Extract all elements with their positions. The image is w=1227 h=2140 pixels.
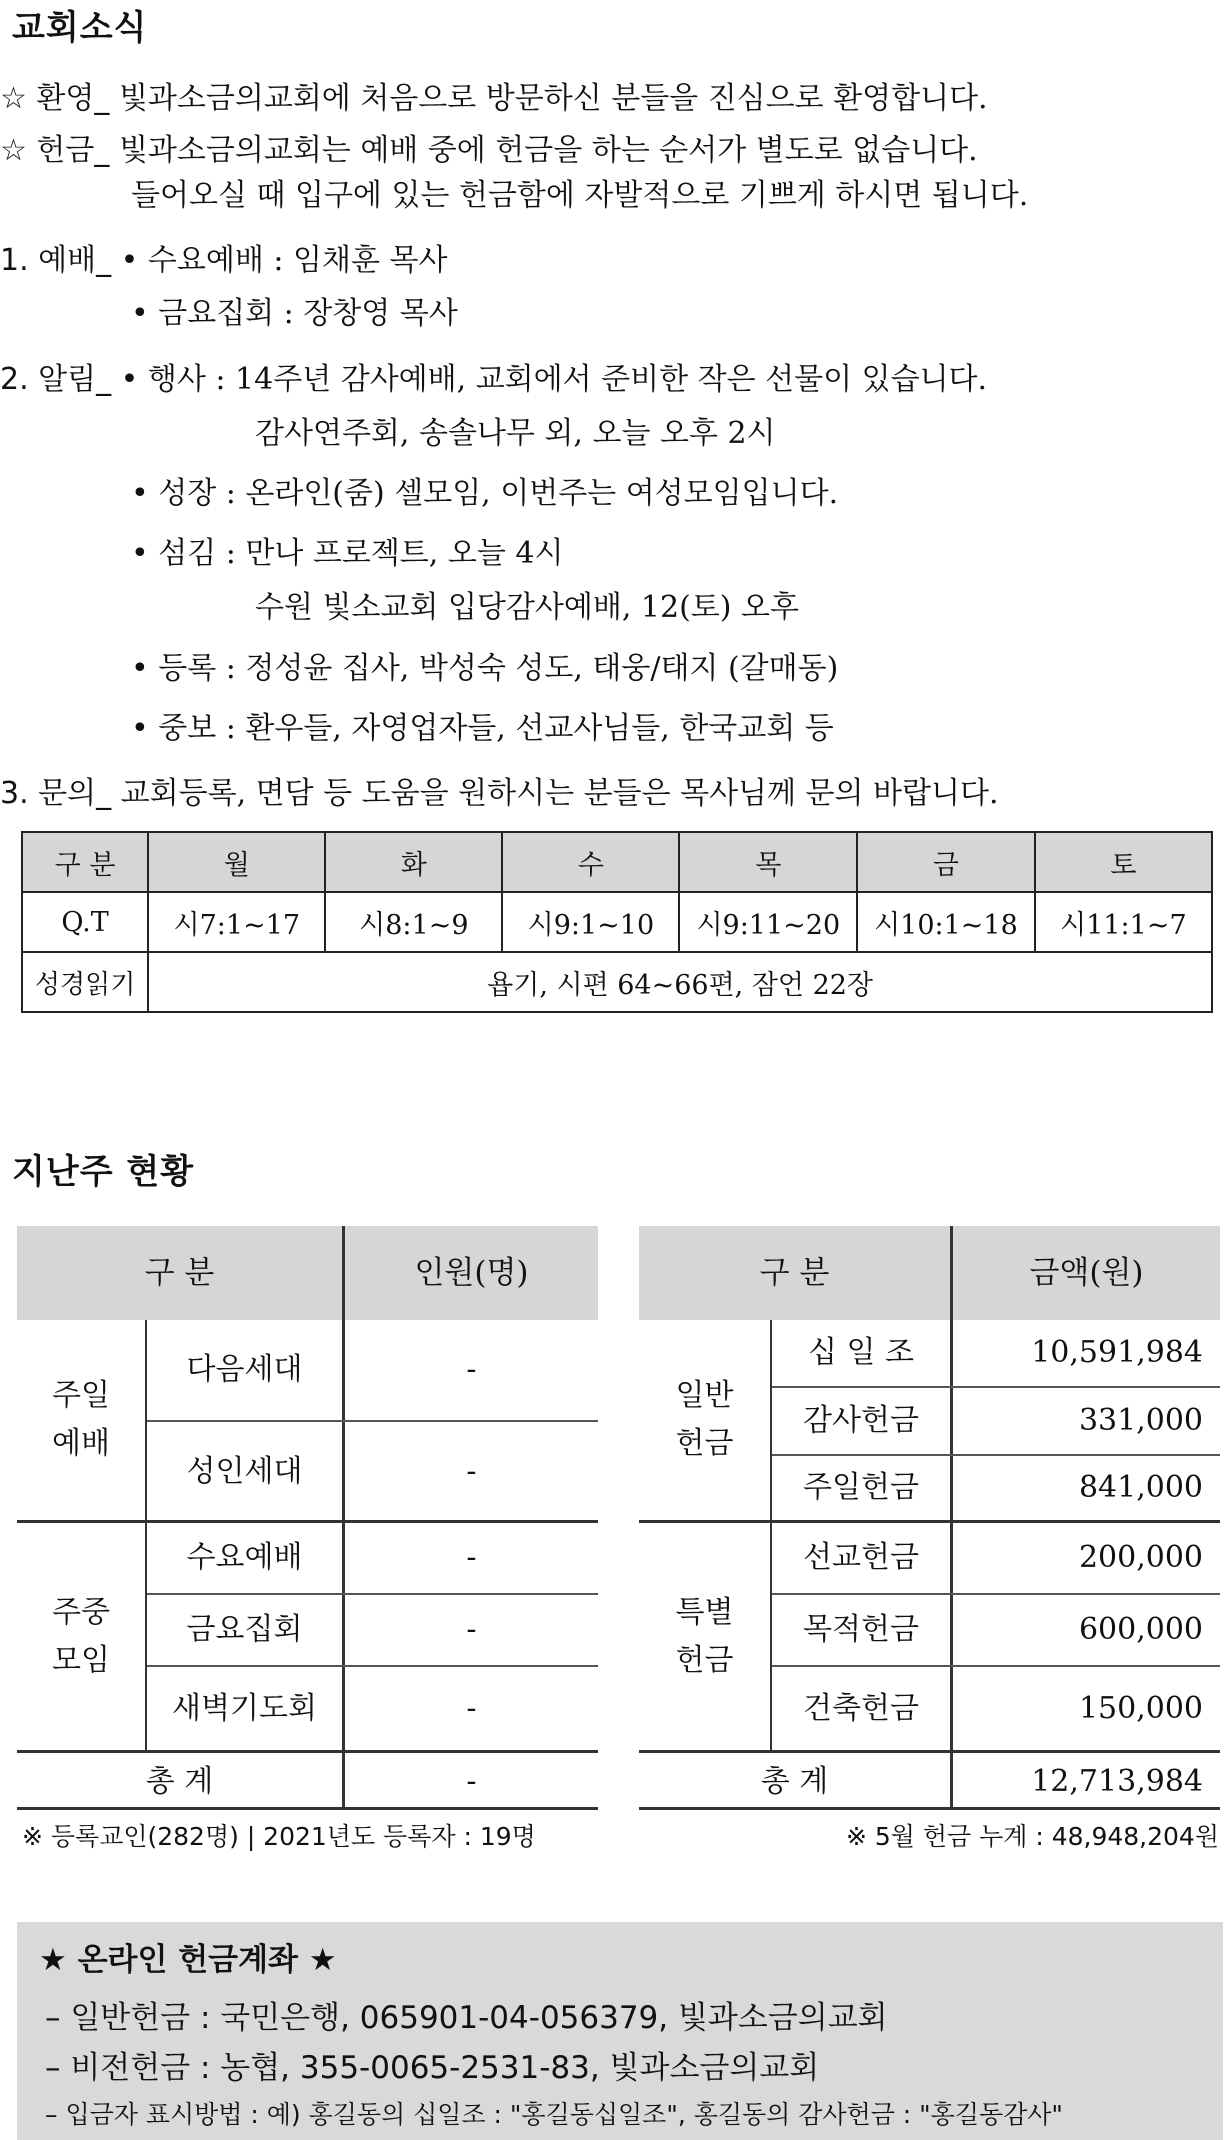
attendance-weekday-row-3-name: 새벽기도회: [172, 1691, 317, 1726]
note-monthly-total: ※ 5월 헌금 누계 : 48,948,204원: [845, 1822, 1219, 1851]
status-title: 지난주 현황: [12, 1152, 195, 1192]
offering-label: ☆ 헌금_: [0, 133, 110, 168]
offering-special-group: 특별 헌금: [675, 1594, 734, 1678]
offering-text-2: 들어오실 때 입구에 있는 헌금함에 자발적으로 기쁘게 하시면 됩니다.: [131, 178, 1029, 213]
offering-total-label: 총 계: [760, 1764, 829, 1799]
offering-general-row-3-name: 주일헌금: [803, 1470, 919, 1505]
attendance-sunday-row-1-value: -: [466, 1352, 477, 1387]
reading-value: 욥기, 시편 64~66편, 잠언 22장: [148, 952, 1212, 1012]
offering-general-row-1-value: 10,591,984: [1031, 1335, 1203, 1370]
notice-growth: • 성장 : 온라인(줌) 셀모임, 이번주는 여성모임입니다.: [131, 476, 839, 511]
attendance-weekday-row-2-value: -: [466, 1612, 477, 1647]
qt-header-thu: 목: [679, 832, 857, 892]
qt-header-mon: 월: [148, 832, 325, 892]
qt-value-fri: 시10:1~18: [857, 892, 1035, 952]
qt-table: [21, 831, 1213, 1013]
notice-event-1: • 행사 : 14주년 감사예배, 교회에서 준비한 작은 선물이 있습니다.: [120, 362, 988, 397]
welcome-text: 빛과소금의교회에 처음으로 방문하신 분들을 진심으로 환영합니다.: [118, 81, 988, 116]
news-title: 교회소식: [12, 8, 148, 48]
attendance-header-category: 구 분: [144, 1255, 215, 1291]
inquiry-text: 교회등록, 면담 등 도움을 원하시는 분들은 목사님께 문의 바랍니다.: [120, 776, 999, 811]
offering-header-amount: 금액(원): [1029, 1255, 1144, 1291]
attendance-sunday-group: 주일 예배: [52, 1378, 110, 1461]
attendance-weekday-row-2-name: 금요집회: [186, 1612, 303, 1647]
qt-label: Q.T: [22, 892, 148, 952]
bank-title: ★ 온라인 헌금계좌 ★: [39, 1942, 337, 1978]
attendance-weekday-group: 주중 모임: [52, 1594, 110, 1678]
qt-value-tue: 시8:1~9: [325, 892, 502, 952]
offering-general-group: 일반 헌금: [675, 1378, 734, 1461]
qt-value-thu: 시9:11~20: [679, 892, 857, 952]
offering-hline-bottom: [639, 1807, 1220, 1810]
reading-row: [22, 952, 1212, 1012]
offering-general-row-2-value: 331,000: [1078, 1403, 1203, 1438]
bank-howto: – 입금자 표시방법 : 예) 홍길동의 십일조 : "홍길동십일조", 홍길동의 감사헌금 : "홍길동감사": [45, 2100, 1063, 2129]
notice-prayer: • 중보 : 환우들, 자영업자들, 선교사님들, 한국교회 등: [131, 711, 834, 746]
attendance-table: [17, 1226, 598, 1810]
attendance-sunday-row-2-name: 성인세대: [186, 1454, 303, 1489]
offering-special-row-1-value: 200,000: [1078, 1540, 1203, 1575]
attendance-header-count: 인원(명): [414, 1255, 529, 1291]
qt-header-wed: 수: [502, 832, 679, 892]
worship-item-1: • 수요예배 : 임채훈 목사: [120, 243, 448, 278]
worship-label: 1. 예배_: [0, 243, 112, 278]
attendance-hline-bottom: [17, 1807, 598, 1810]
qt-header-category: 구 분: [22, 832, 148, 892]
attendance-sunday-row-2-value: -: [466, 1454, 477, 1489]
attendance-total-value: -: [466, 1764, 477, 1799]
note-registered: ※ 등록교인(282명) | 2021년도 등록자 : 19명: [22, 1822, 536, 1851]
qt-header-fri: 금: [857, 832, 1035, 892]
offering-general-row-1-name: 십 일 조: [807, 1335, 914, 1370]
worship-item-2: • 금요집회 : 장창영 목사: [131, 296, 458, 331]
offering-table: [639, 1226, 1220, 1810]
offering-special-row-1-name: 선교헌금: [803, 1540, 919, 1575]
worship-line: [0, 235, 447, 279]
qt-value-sat: 시11:1~7: [1035, 892, 1212, 952]
offering-special-row-2-value: 600,000: [1078, 1612, 1203, 1647]
qt-row: [22, 892, 1212, 952]
bank-general: – 일반헌금 : 국민은행, 065901-04-056379, 빛과소금의교회: [45, 2000, 888, 2036]
bank-box: [17, 1922, 1223, 2140]
attendance-weekday-row-1-value: -: [466, 1540, 477, 1575]
notice-label: 2. 알림_: [0, 362, 112, 397]
notice-serve-1: • 섬김 : 만나 프로젝트, 오늘 4시: [131, 536, 564, 571]
offering-header-category: 구 분: [759, 1255, 830, 1291]
attendance-weekday-row-1-name: 수요예배: [186, 1540, 303, 1575]
offering-special-row-3-name: 건축헌금: [803, 1691, 919, 1726]
offering-special-row-2-name: 목적헌금: [803, 1612, 919, 1647]
bank-vision: – 비전헌금 : 농협, 355-0065-2531-83, 빛과소금의교회: [45, 2050, 820, 2086]
inquiry-label: 3. 문의_: [0, 776, 112, 811]
welcome-label: ☆ 환영_: [0, 81, 110, 116]
offering-total-value: 12,713,984: [1031, 1764, 1203, 1799]
qt-header-row: [22, 832, 1212, 892]
attendance-weekday-row-3-value: -: [466, 1691, 477, 1726]
qt-header-sat: 토: [1035, 832, 1212, 892]
notice-register: • 등록 : 정성윤 집사, 박성숙 성도, 태웅/태지 (갈매동): [131, 651, 839, 686]
qt-value-wed: 시9:1~10: [502, 892, 679, 952]
offering-line: [0, 125, 978, 169]
reading-label: 성경읽기: [22, 952, 148, 1012]
offering-general-row-3-value: 841,000: [1078, 1470, 1203, 1505]
offering-general-row-2-name: 감사헌금: [803, 1403, 919, 1438]
notice-serve-2: 수원 빛소교회 입당감사예배, 12(토) 오후: [255, 590, 799, 625]
attendance-sunday-row-1-name: 다음세대: [186, 1352, 303, 1387]
offering-special-row-3-value: 150,000: [1078, 1691, 1203, 1726]
inquiry-line: [0, 768, 999, 812]
qt-header-tue: 화: [325, 832, 502, 892]
welcome-line: [0, 73, 988, 117]
attendance-total-label: 총 계: [145, 1764, 214, 1799]
offering-text-1: 빛과소금의교회는 예배 중에 헌금을 하는 순서가 별도로 없습니다.: [118, 133, 978, 168]
notice-line: [0, 354, 987, 398]
qt-value-mon: 시7:1~17: [148, 892, 325, 952]
notice-event-2: 감사연주회, 송솔나무 외, 오늘 오후 2시: [255, 416, 776, 451]
